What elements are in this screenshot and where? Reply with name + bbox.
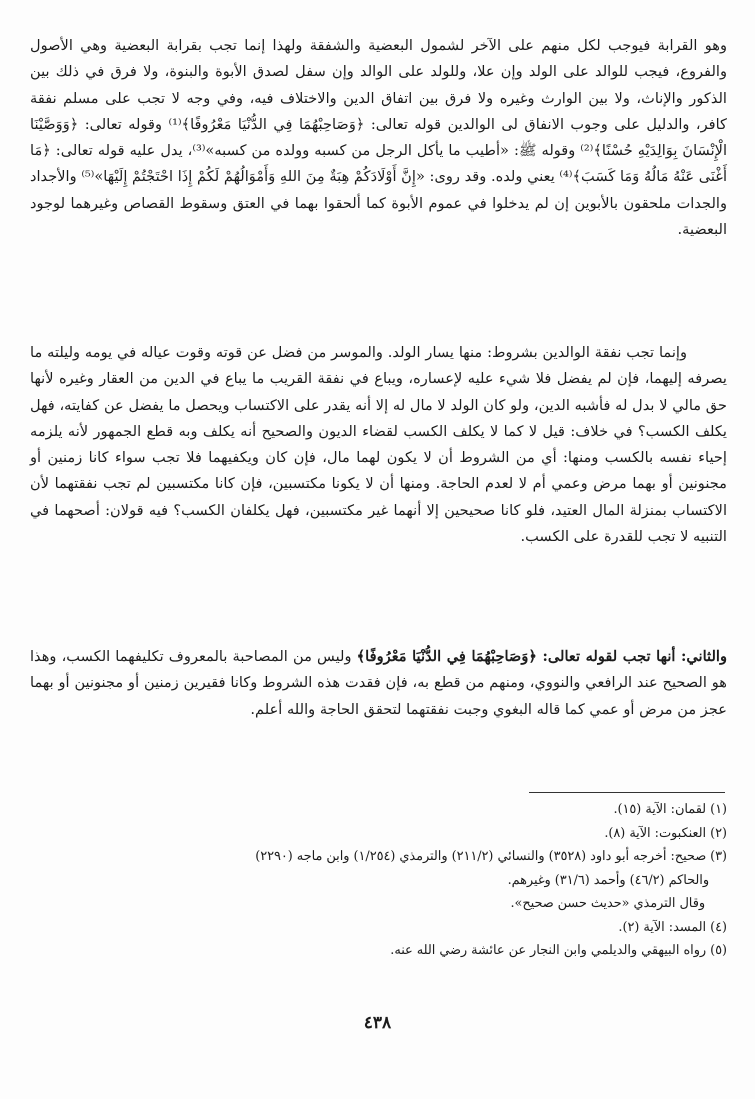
footnote-1: (١) لقمان: الآية (١٥).: [613, 802, 727, 817]
paragraph-text: وإنما تجب نفقة الوالدين بشروط: منها يسار الولد. والموسر من فضل عن قوته وقوت عياله في يومه وليلته ما يصرفه إليهما، فإن لم يفضل فلا شيء عليه لإعساره، ويباع في نفقة القريب ما يباع في الدين من العقار وغيره لأنها حق مالي لا بدل له فأشبه الدين، ولو كان الولد لا مال له إلا أنه يقدر على الاكتساب ويحصل ما يفضل عن كفايته، فهل يكلف الكسب؟ في خلاف: قيل لا كما لا يكلف الكسب لقضاء الديون والصحيح أنه يكلف وبه قطع الجمهور لأنه يلزمه إحياء نفسه بالكسب ومنها: أي من الشروط أن لا يكون لهما مال، فإن كان ويكفيهما فلا تجب سواء كانا زمنين أو مجنونين أو بهما مرض وعمي أم لا لعدم الحاجة. ومنها أن لا يكونا مكتسبين، فإن كانا مكتسبين لم تجب نفقتهما لأن الاكتساب بمنزلة المال العتيد، فلو كانا صحيحين إلا أنهما غير مكتسبين، فهل يكلفان الكسب؟ فيه قولان: أصحهما في التنبيه لا تجب للقدرة على الكسب.: [30, 344, 727, 546]
footnotes: [30, 798, 727, 963]
footnote-5: (٥) رواه البيهقي والديلمي وابن النجار عن عائشة رضي الله عنه.: [390, 943, 727, 958]
footnote-divider: [529, 792, 725, 793]
paragraph-text: وهو القرابة فيوجب لكل منهم على الآخر لشمول البعضية والشفقة ولهذا إنما تجب بقرابة البعضية وهي الأصول والفروع، فيجب للوالد على الولد وإن علا، وللولد على الوالد وإن سفل لصدق الأبوة والبنوة، ولا فرق في ذلك بين الذكور والإناث، ولا بين الوارث وغيره ولا فرق بين اتفاق الدين والاختلاف فيه، وفي وجه لا تجب على مسلم نفقة كافر، والدليل على وجوب الانفاق لى الوالدين قوله تعالى: ﴿وَصَاحِبْهُمَا فِي الدُّنْيَا مَعْرُوفًا﴾⁽¹⁾ وقوله تعالى: ﴿وَوَصَّيْنَا الْإِنْسَانَ بِوَالِدَيْهِ حُسْنًا﴾⁽²⁾ وقوله ﷺ: «أطيب ما يأكل الرجل من كسبه وولده من كسبه»⁽³⁾، يدل عليه قوله تعالى: ﴿مَا أَغْنَى عَنْهُ مَالُهُ وَمَا كَسَبَ﴾⁽⁴⁾ يعني ولده. وقد روى: «إِنَّ أَوْلَادَكُمْ هِبَةٌ مِنَ اللهِ وَأَمْوَالُهُمْ لَكُمْ إِذَا احْتَجْتُمْ إِلَيْهَا»⁽⁵⁾ والأجداد والجدات ملحقون بالأبوين إن لم يدخلوا في عموم الأبوة كما ألحقوا بهما في العتق وسقوط القصاص وغيرهما لوجود البعضية.: [30, 37, 728, 239]
footnote-4: (٤) المسد: الآية (٢).: [618, 919, 727, 935]
footnote-3-comment: وقال الترمذي «حديث حسن صحيح».: [510, 896, 705, 911]
paragraph-lead: والثاني: أنها تجب لقوله تعالى: ﴿وَصَاحِبْهُمَا فِي الدُّنْيَا مَعْرُوفًا﴾: [356, 648, 728, 665]
main-text-paragraph-1: [30, 33, 727, 243]
footnote-2: (٢) العنكبوت: الآية (٨).: [604, 825, 727, 841]
page-number: ٤٣٨: [363, 1013, 392, 1033]
footnote-3: (٣) صحيح: أخرجه أبو داود (٣٥٢٨) والنسائي (٢١١/٢) والترمذي (١/٢٥٤) وابن ماجه (٢٢٩٠): [255, 849, 727, 864]
paragraph-rest: وليس من المصاحبة بالمعروف تكليفهما الكسب، وهذا هو الصحيح عند الرافعي والنووي، ومنهم من قطع به، فإن فقدت هذه الشروط وكانا فقيرين زمنين أو مجنونين أو بهما عجز من مرض أو عمي كما قاله البغوي وجبت نفقتهما لتحقق الحاجة والله أعلم.: [30, 648, 727, 718]
main-text-paragraph-2: [30, 340, 727, 550]
paragraph-text: [30, 644, 727, 723]
main-text-paragraph-3: [30, 644, 727, 723]
footnote-3-continuation: والحاكم (٤٦/٢) وأحمد (٣١/٦) وغيرهم.: [507, 872, 709, 888]
